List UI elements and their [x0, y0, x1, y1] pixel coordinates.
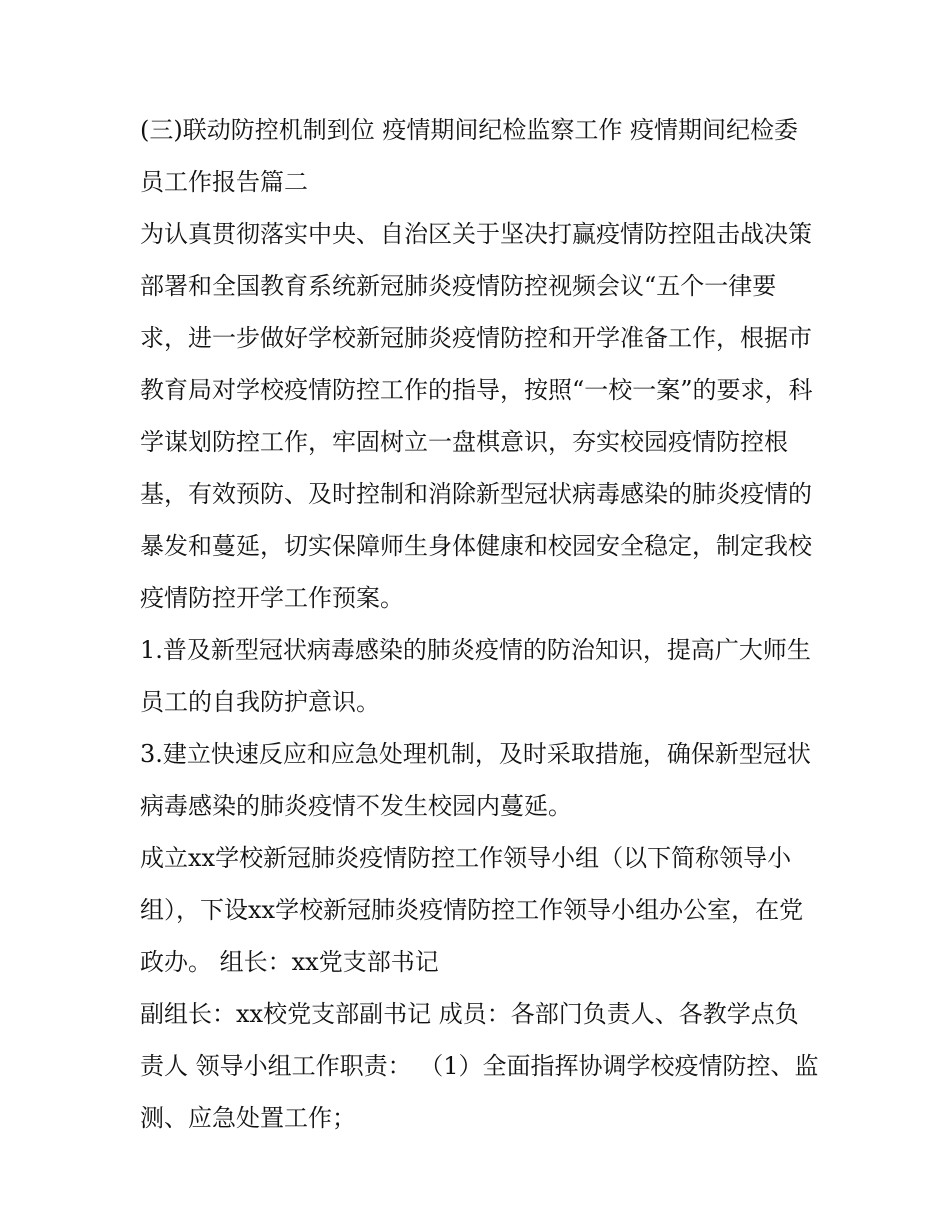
paragraph-item-1: 1.普及新型冠状病毒感染的肺炎疫情的防治知识，提高广大师生员工的自我防护意识。 — [140, 636, 811, 716]
paragraph-item-3: 3.建立快速反应和应急处理机制，及时采取措施，确保新型冠状病毒感染的肺炎疫情不发生校园内蔓延。 — [140, 740, 811, 820]
document-body — [140, 104, 820, 1144]
paragraph-intro: 为认真贯彻落实中央、自治区关于坚决打赢疫情防控阻击战决策部署和全国教育系统新冠肺炎疫情防控视频会议“五个一律要求，进一步做好学校新冠肺炎疫情防控和开学准备工作，根据市教育局对学校疫情防控工作的指导，按照“一校一案”的要求，科学谋划防控工作，牢固树立一盘棋意识，夯实校园疫情防控根基，有效预防、及时控制和消除新型冠状病毒感染的肺炎疫情的暴发和蔓延，切实保障师生身体健康和校园安全稳定，制定我校疫情防控开学工作预案。 — [140, 220, 813, 612]
paragraph-leadership-group: 成立xx学校新冠肺炎疫情防控工作领导小组（以下简称领导小组），下设xx学校新冠肺炎疫情防控工作领导小组办公室，在党政办。 组长：xx党支部书记 — [140, 844, 804, 976]
paragraph-members: 副组长：xx校党支部副书记 成员：各部门负责人、各教学点负责人 领导小组工作职责： （1）全面指挥协调学校疫情防控、监测、应急处置工作； — [140, 1000, 819, 1132]
paragraph-heading: (三)联动防控机制到位 疫情期间纪检监察工作 疫情期间纪检委员工作报告篇二 — [140, 116, 798, 196]
